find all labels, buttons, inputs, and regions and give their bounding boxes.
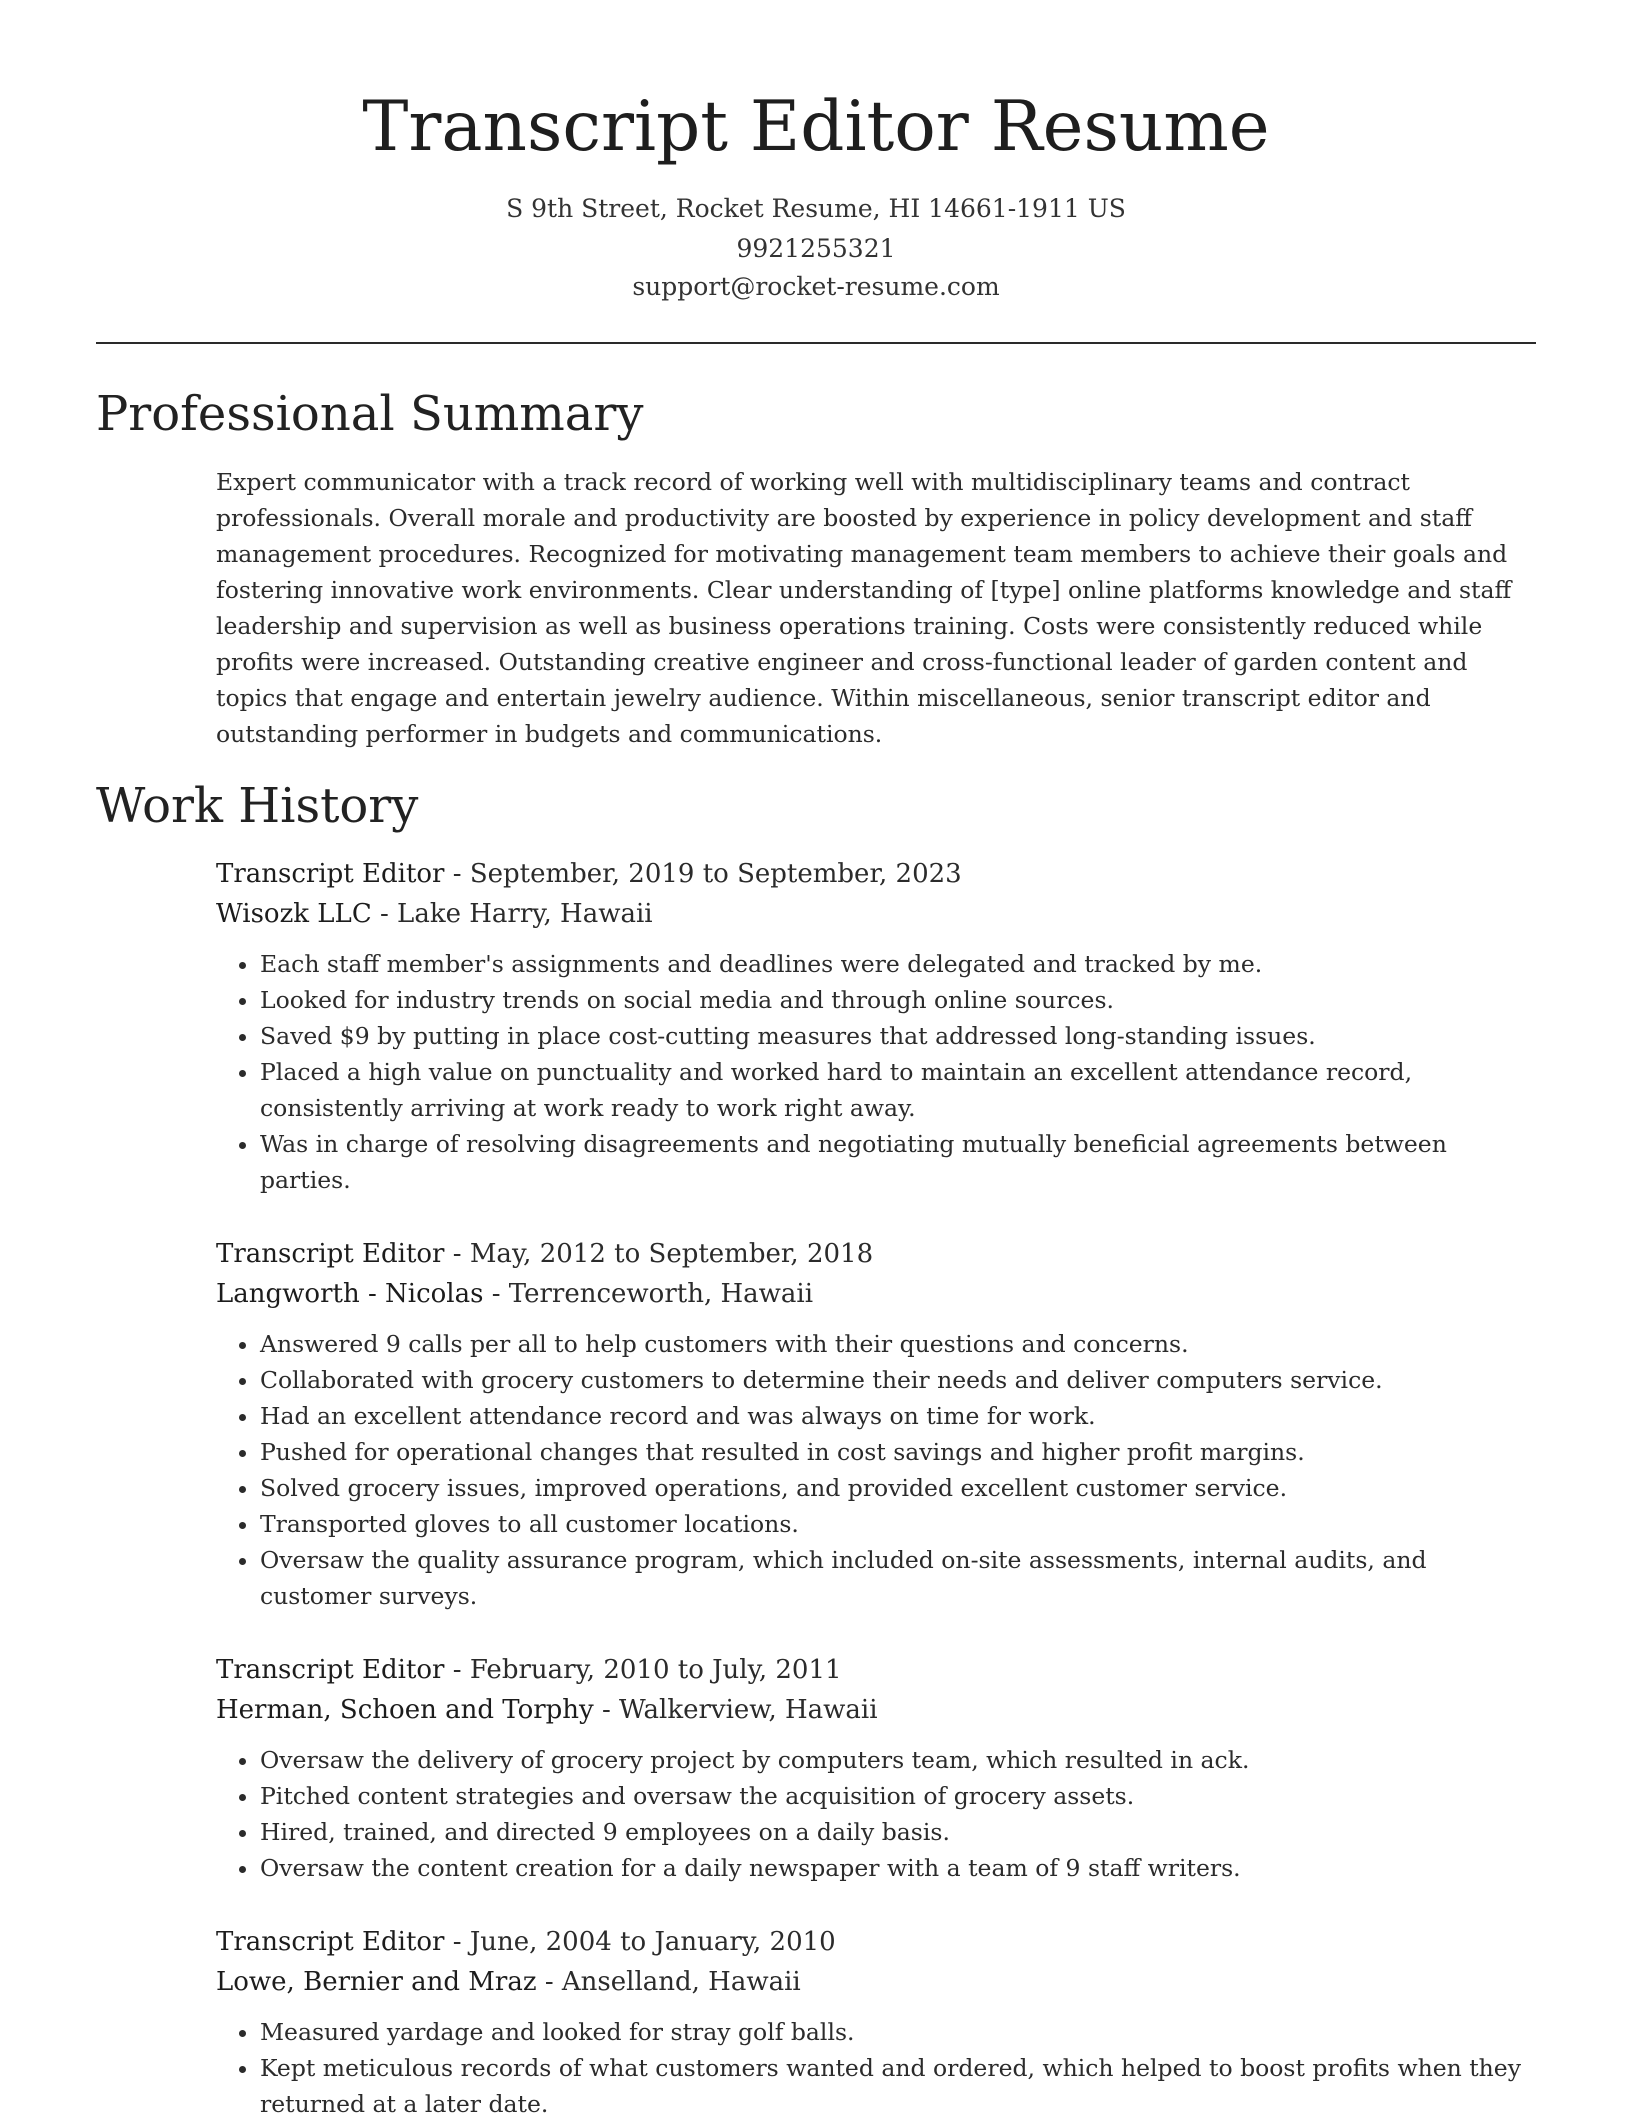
job-bullet: • Saved $9 by putting in place cost-cutting measures that addressed long-standing issues. — [260, 1018, 1536, 1054]
contact-phone: 9921255321 — [736, 234, 896, 263]
job-bullet: • Measured yardage and looked for stray golf balls. — [260, 2014, 1536, 2050]
job-dates: - February, 2010 to July, 2011 — [444, 1655, 842, 1685]
header-divider — [96, 342, 1536, 344]
job-bullets — [216, 1326, 1536, 1614]
job-entry — [216, 1922, 1536, 2122]
job-company-line — [216, 894, 1536, 934]
job-location: - Anselland, Hawaii — [536, 1967, 801, 1997]
job-company: Langworth - Nicolas — [216, 1279, 484, 1309]
job-bullet: • Solved grocery issues, improved operations, and provided excellent customer service. — [260, 1470, 1536, 1506]
job-bullet: • Transported gloves to all customer locations. — [260, 1506, 1536, 1542]
job-bullet: • Placed a high value on punctuality and worked hard to maintain an excellent attendance record, consistently arriving at work ready to work right away. — [260, 1054, 1536, 1126]
job-company-line — [216, 1274, 1536, 1314]
job-bullet: • Looked for industry trends on social media and through online sources. — [260, 982, 1536, 1018]
job-bullet: • Hired, trained, and directed 9 employees on a daily basis. — [260, 1814, 1536, 1850]
job-title-line — [216, 1234, 1536, 1274]
contact-email[interactable]: support@rocket-resume.com — [632, 272, 1000, 301]
job-bullet: • Collaborated with grocery customers to determine their needs and deliver computers service. — [260, 1362, 1536, 1398]
job-company: Wisozk LLC — [216, 899, 372, 929]
job-title-line — [216, 854, 1536, 894]
job-bullet: • Oversaw the content creation for a daily newspaper with a team of 9 staff writers. — [260, 1850, 1536, 1886]
resume-title: Transcript Editor Resume — [362, 87, 1270, 167]
job-location: - Walkerview, Hawaii — [593, 1695, 878, 1725]
summary-text: Expert communicator with a track record of working well with multidisciplinary teams and contract professionals. Overall morale and productivity are boosted by experience in policy development and staff management procedures. Recognized for motivating management team members to achieve their goals and fostering innovative work environments. Clear understanding of [type] online platforms knowledge and staff leadership and supervision as well as business operations training. Costs were consistently reduced while profits were increased. Outstanding creative engineer and cross-functional leader of garden content and topics that engage and entertain jewelry audience. Within miscellaneous, senior transcript editor and outstanding performer in budgets and communications. — [216, 468, 1512, 748]
job-title: Transcript Editor — [216, 1239, 445, 1269]
job-location: - Lake Harry, Hawaii — [371, 899, 653, 929]
job-bullet: • Pitched content strategies and oversaw the acquisition of grocery assets. — [260, 1778, 1536, 1814]
job-company: Herman, Schoen and Torphy — [216, 1695, 594, 1725]
job-title-line — [216, 1922, 1536, 1962]
job-location: - Terrenceworth, Hawaii — [483, 1279, 814, 1309]
job-entry — [216, 1234, 1536, 1614]
job-company-line — [216, 1962, 1536, 2002]
job-company-line — [216, 1690, 1536, 1730]
job-bullet: • Pushed for operational changes that resulted in cost savings and higher profit margins. — [260, 1434, 1536, 1470]
job-entry — [216, 1650, 1536, 1886]
job-title: Transcript Editor — [216, 859, 445, 889]
job-company: Lowe, Bernier and Mraz — [216, 1967, 537, 1997]
work-history-heading: Work History — [96, 778, 419, 834]
job-dates: - June, 2004 to January, 2010 — [444, 1927, 836, 1957]
contact-address: S 9th Street, Rocket Resume, HI 14661-1911 US — [506, 194, 1126, 223]
job-bullet: • Each staff member's assignments and deadlines were delegated and tracked by me. — [260, 946, 1536, 982]
job-title: Transcript Editor — [216, 1927, 445, 1957]
summary-heading: Professional Summary — [96, 386, 644, 442]
job-bullet: • Answered 9 calls per all to help customers with their questions and concerns. — [260, 1326, 1536, 1362]
job-bullet: • Kept meticulous records of what customers wanted and ordered, which helped to boost profits when they returned at a later date. — [260, 2050, 1536, 2122]
job-bullets — [216, 2014, 1536, 2122]
job-title-line — [216, 1650, 1536, 1690]
job-entry — [216, 854, 1536, 1198]
job-bullets — [216, 946, 1536, 1198]
job-bullet: • Had an excellent attendance record and was always on time for work. — [260, 1398, 1536, 1434]
job-dates: - May, 2012 to September, 2018 — [444, 1239, 874, 1269]
job-bullet: • Oversaw the delivery of grocery project by computers team, which resulted in ack. — [260, 1742, 1536, 1778]
job-bullet: • Oversaw the quality assurance program, which included on-site assessments, internal audits, and customer surveys. — [260, 1542, 1536, 1614]
job-title: Transcript Editor — [216, 1655, 445, 1685]
job-dates: - September, 2019 to September, 2023 — [444, 859, 962, 889]
job-bullet: • Was in charge of resolving disagreements and negotiating mutually beneficial agreements between parties. — [260, 1126, 1536, 1198]
job-bullets — [216, 1742, 1536, 1886]
